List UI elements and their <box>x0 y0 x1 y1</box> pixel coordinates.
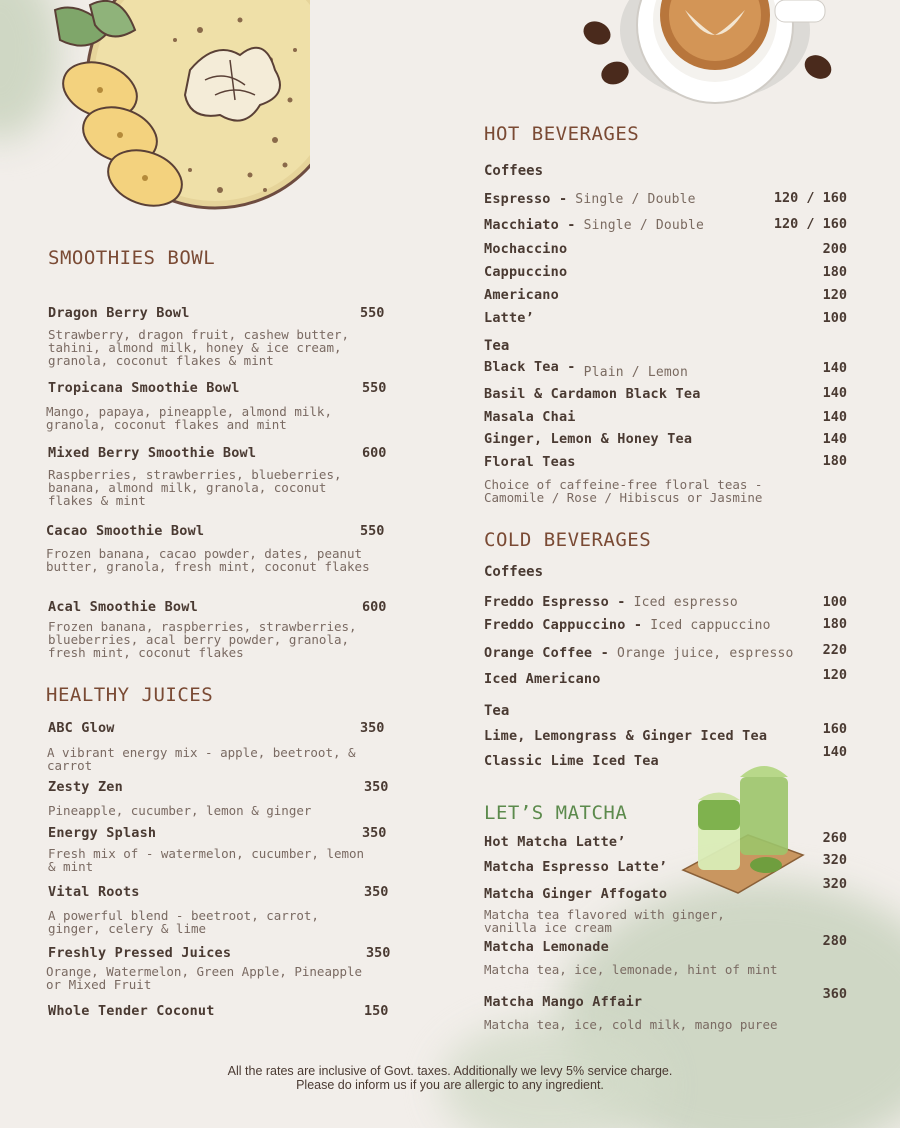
footer-allergy-line: Please do inform us if you are allergic to any ingredient. <box>296 1078 604 1092</box>
hot-beverages-heading: HOT BEVERAGES <box>484 123 640 145</box>
smoothie-price: 600 <box>362 599 387 615</box>
cold-coffee-price: 120 <box>822 667 847 683</box>
juice-price: 350 <box>360 720 385 736</box>
smoothie-name: Tropicana Smoothie Bowl <box>48 380 240 396</box>
smoothie-desc: Mango, papaya, pineapple, almond milk, granola, coconut flakes and mint <box>46 404 332 432</box>
cold-tea-name: Classic Lime Iced Tea <box>484 753 659 769</box>
matcha-desc: Matcha tea flavored with ginger, vanilla ice cream <box>484 907 725 935</box>
smoothie-desc: Frozen banana, raspberries, strawberries, blueberries, acal berry powder, granola, fresh mint, coconut flakes <box>48 619 357 660</box>
juice-name: ABC Glow <box>48 720 115 736</box>
smoothie-desc: Raspberries, strawberries, blueberries, banana, almond milk, granola, coconut flakes & mint <box>48 467 342 508</box>
hot-tea-price: 140 <box>822 409 847 425</box>
hot-coffee-option: Single / Double <box>575 218 705 233</box>
matcha-price: 360 <box>822 986 847 1002</box>
hot-coffee-name: Latte’ <box>484 310 534 326</box>
smoothie-desc: Strawberry, dragon fruit, cashew butter, tahini, almond milk, honey & ice cream, granola, coconut flakes & mint <box>48 327 350 368</box>
cold-coffee-option: Orange juice, espresso <box>608 646 794 661</box>
cold-beverages-heading: COLD BEVERAGES <box>484 529 652 551</box>
hot-tea-name: Ginger, Lemon & Honey Tea <box>484 431 693 447</box>
hot-coffee-name <box>484 191 696 207</box>
smoothie-bowl-illustration <box>40 0 310 235</box>
hot-coffees-label: Coffees <box>484 163 544 179</box>
smoothie-price: 550 <box>362 380 387 396</box>
footer-tax-line: All the rates are inclusive of Govt. taxes. Additionally we levy 5% service charge. <box>227 1064 673 1078</box>
smoothie-price: 550 <box>360 523 385 539</box>
juice-name: Whole Tender Coconut <box>48 1003 215 1019</box>
matcha-drinks-illustration <box>678 755 808 895</box>
juice-price: 350 <box>366 945 391 961</box>
hot-coffee-name: Cappuccino <box>484 264 568 280</box>
hot-tea-price: 140 <box>822 431 847 447</box>
smoothies-heading: SMOOTHIES BOWL <box>48 247 216 269</box>
matcha-price: 320 <box>822 876 847 892</box>
hot-coffee-price: 120 <box>822 287 847 303</box>
hot-coffee-name <box>484 217 704 233</box>
matcha-price: 280 <box>822 933 847 949</box>
cold-coffee-name <box>484 617 771 633</box>
matcha-name: Matcha Lemonade <box>484 939 609 955</box>
juice-name: Energy Splash <box>48 825 157 841</box>
cold-coffee-price: 180 <box>822 616 847 632</box>
smoothie-name: Dragon Berry Bowl <box>48 305 190 321</box>
juice-desc: Pineapple, cucumber, lemon & ginger <box>48 803 312 818</box>
matcha-name: Matcha Espresso Latte’ <box>484 859 668 875</box>
cold-coffee-name: Iced Americano <box>484 671 601 687</box>
hot-coffee-name: Mochaccino <box>484 241 568 257</box>
cold-coffee-price: 220 <box>822 642 847 658</box>
matcha-name: Matcha Mango Affair <box>484 994 643 1010</box>
cold-coffees-label: Coffees <box>484 564 544 580</box>
cold-coffee-name-text: Orange Coffee - <box>484 645 609 661</box>
cold-coffee-name-text: Freddo Espresso - <box>484 594 626 610</box>
matcha-price: 260 <box>822 830 847 846</box>
cold-coffee-option: Iced espresso <box>625 595 738 610</box>
smoothie-desc: Frozen banana, cacao powder, dates, peanut butter, granola, fresh mint, coconut flakes <box>46 546 370 574</box>
juice-desc: A vibrant energy mix - apple, beetroot, & carrot <box>47 745 356 773</box>
hot-coffee-price: 200 <box>822 241 847 257</box>
hot-coffee-price: 120 / 160 <box>773 216 847 232</box>
cold-tea-label: Tea <box>484 703 510 719</box>
juice-price: 350 <box>364 779 389 795</box>
matcha-desc: Matcha tea, ice, cold milk, mango puree <box>484 1017 778 1032</box>
footer-note <box>0 1064 900 1092</box>
hot-tea-name: Masala Chai <box>484 409 576 425</box>
cold-coffee-price: 100 <box>822 594 847 610</box>
matcha-desc: Matcha tea, ice, lemonade, hint of mint <box>484 962 778 977</box>
juice-name: Freshly Pressed Juices <box>48 945 232 961</box>
hot-tea-option: Plain / Lemon <box>575 365 688 380</box>
matcha-price: 320 <box>822 852 847 868</box>
hot-tea-price: 140 <box>822 360 847 376</box>
hot-tea-name-text: Black Tea - <box>484 359 576 375</box>
matcha-name: Matcha Ginger Affogato <box>484 886 668 902</box>
hot-coffee-price: 100 <box>822 310 847 326</box>
hot-coffee-price: 120 / 160 <box>773 190 847 206</box>
hot-coffee-option: Single / Double <box>567 192 696 207</box>
smoothie-name: Acal Smoothie Bowl <box>48 599 198 615</box>
hot-coffee-price: 180 <box>822 264 847 280</box>
juice-name: Vital Roots <box>48 884 140 900</box>
hot-tea-name: Floral Teas <box>484 454 576 470</box>
juice-price: 150 <box>364 1003 389 1019</box>
hot-tea-name: Basil & Cardamon Black Tea <box>484 386 701 402</box>
cold-coffee-name <box>484 645 794 661</box>
cold-tea-name: Lime, Lemongrass & Ginger Iced Tea <box>484 728 768 744</box>
hot-coffee-name-text: Macchiato - <box>484 217 576 233</box>
smoothie-price: 600 <box>362 445 387 461</box>
juices-heading: HEALTHY JUICES <box>46 684 214 706</box>
hot-tea-label: Tea <box>484 338 510 354</box>
hot-tea-price: 140 <box>822 385 847 401</box>
hot-coffee-name: Americano <box>484 287 559 303</box>
matcha-name: Hot Matcha Latte’ <box>484 834 626 850</box>
cold-tea-price: 160 <box>822 721 847 737</box>
cold-tea-price: 140 <box>822 744 847 760</box>
cold-coffee-name-text: Freddo Cappuccino - <box>484 617 643 633</box>
hot-tea-price: 180 <box>822 453 847 469</box>
juice-name: Zesty Zen <box>48 779 123 795</box>
juice-desc: A powerful blend - beetroot, carrot, ginger, celery & lime <box>48 908 319 936</box>
hot-coffee-name-text: Espresso - <box>484 191 568 207</box>
floral-tea-desc: Choice of caffeine-free floral teas - Camomile / Rose / Hibiscus or Jasmine <box>484 477 763 505</box>
cold-coffee-name <box>484 594 738 610</box>
cold-coffee-option: Iced cappuccino <box>642 618 771 633</box>
juice-desc: Fresh mix of - watermelon, cucumber, lemon & mint <box>48 846 365 874</box>
juice-price: 350 <box>364 884 389 900</box>
matcha-heading: LET’S MATCHA <box>484 802 628 824</box>
coffee-cup-illustration <box>575 0 845 110</box>
smoothie-name: Cacao Smoothie Bowl <box>46 523 205 539</box>
juice-desc: Orange, Watermelon, Green Apple, Pineapple or Mixed Fruit <box>46 964 363 992</box>
smoothie-price: 550 <box>360 305 385 321</box>
juice-price: 350 <box>362 825 387 841</box>
hot-tea-name <box>484 359 688 380</box>
smoothie-name: Mixed Berry Smoothie Bowl <box>48 445 257 461</box>
